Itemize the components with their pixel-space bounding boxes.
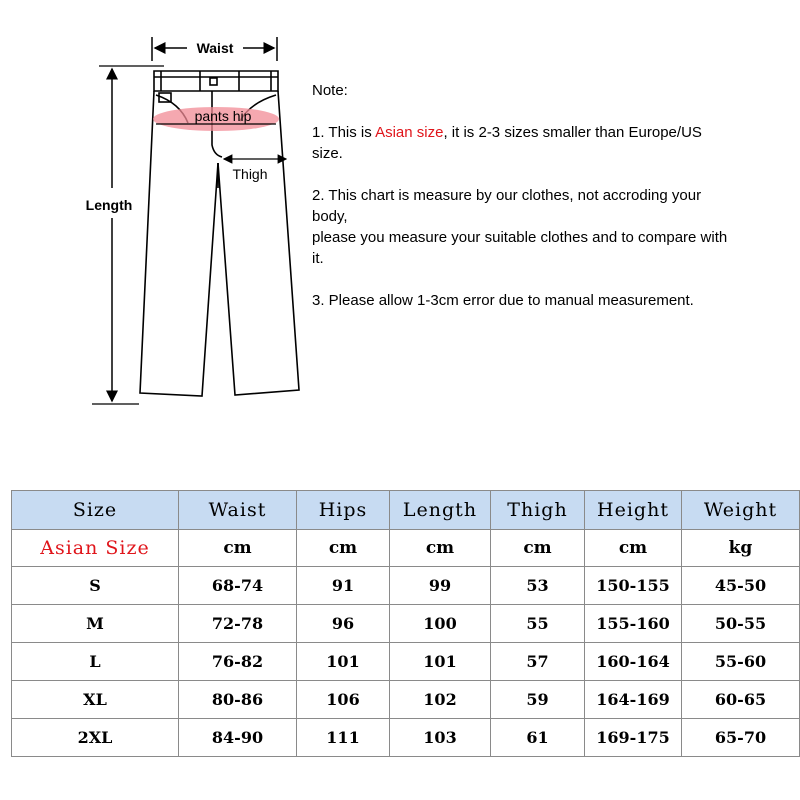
note-1: 1. This is Asian size, it is 2-3 sizes smaller than Europe/US size.	[312, 124, 702, 162]
asian-size-label: Asian Size	[12, 530, 179, 567]
table-cell: S	[12, 567, 179, 605]
table-cell: M	[12, 605, 179, 643]
table-cell: 53	[491, 567, 585, 605]
header-length: Length	[390, 491, 491, 530]
table-cell: 150-155	[585, 567, 682, 605]
thigh-label: Thigh	[232, 166, 268, 182]
table-cell: 55	[491, 605, 585, 643]
table-row	[12, 567, 800, 605]
table-cell: 169-175	[585, 719, 682, 757]
table-cell: 50-55	[682, 605, 800, 643]
table-cell: XL	[12, 681, 179, 719]
unit-cell: cm	[179, 530, 297, 567]
note-heading: Note:	[312, 82, 348, 99]
table-cell: 57	[491, 643, 585, 681]
table-cell: 102	[390, 681, 491, 719]
header-weight: Weight	[682, 491, 800, 530]
table-cell: 68-74	[179, 567, 297, 605]
table-cell: 60-65	[682, 681, 800, 719]
pants-hip-label: pants hip	[194, 108, 252, 124]
table-cell: 84-90	[179, 719, 297, 757]
table-header-row	[12, 491, 800, 530]
unit-cell: cm	[491, 530, 585, 567]
table-cell: 80-86	[179, 681, 297, 719]
table-cell: 2XL	[12, 719, 179, 757]
note-3: 3. Please allow 1-3cm error due to manual measurement.	[312, 292, 694, 309]
header-waist: Waist	[179, 491, 297, 530]
header-size: Size	[12, 491, 179, 530]
table-row	[12, 643, 800, 681]
waist-label: Waist	[196, 40, 234, 56]
unit-cell: cm	[297, 530, 390, 567]
header-thigh: Thigh	[491, 491, 585, 530]
table-cell: 91	[297, 567, 390, 605]
table-cell: 61	[491, 719, 585, 757]
table-cell: 164-169	[585, 681, 682, 719]
unit-cell: cm	[585, 530, 682, 567]
table-cell: 160-164	[585, 643, 682, 681]
unit-cell: kg	[682, 530, 800, 567]
size-chart-table	[11, 490, 800, 757]
table-cell: 106	[297, 681, 390, 719]
length-label: Length	[85, 197, 133, 213]
table-cell: 99	[390, 567, 491, 605]
header-height: Height	[585, 491, 682, 530]
table-cell: 55-60	[682, 643, 800, 681]
table-cell: 96	[297, 605, 390, 643]
table-cell: 101	[390, 643, 491, 681]
table-cell: 101	[297, 643, 390, 681]
table-cell: 100	[390, 605, 491, 643]
table-cell: L	[12, 643, 179, 681]
table-row	[12, 681, 800, 719]
note-asian-size-highlight: Asian size	[375, 124, 444, 141]
pants-diagram-panel	[52, 33, 728, 410]
table-cell: 111	[297, 719, 390, 757]
table-cell: 103	[390, 719, 491, 757]
note-2: 2. This chart is measure by our clothes, not accroding your body, please you measure your suitable clothes and to compare with it.	[312, 187, 728, 267]
table-cell: 155-160	[585, 605, 682, 643]
table-row	[12, 605, 800, 643]
notes-block	[312, 80, 732, 332]
table-row	[12, 719, 800, 757]
unit-cell: cm	[390, 530, 491, 567]
header-hips: Hips	[297, 491, 390, 530]
table-cell: 72-78	[179, 605, 297, 643]
unit-row	[12, 530, 800, 567]
table-cell: 59	[491, 681, 585, 719]
table-cell: 76-82	[179, 643, 297, 681]
table-cell: 45-50	[682, 567, 800, 605]
table-cell: 65-70	[682, 719, 800, 757]
